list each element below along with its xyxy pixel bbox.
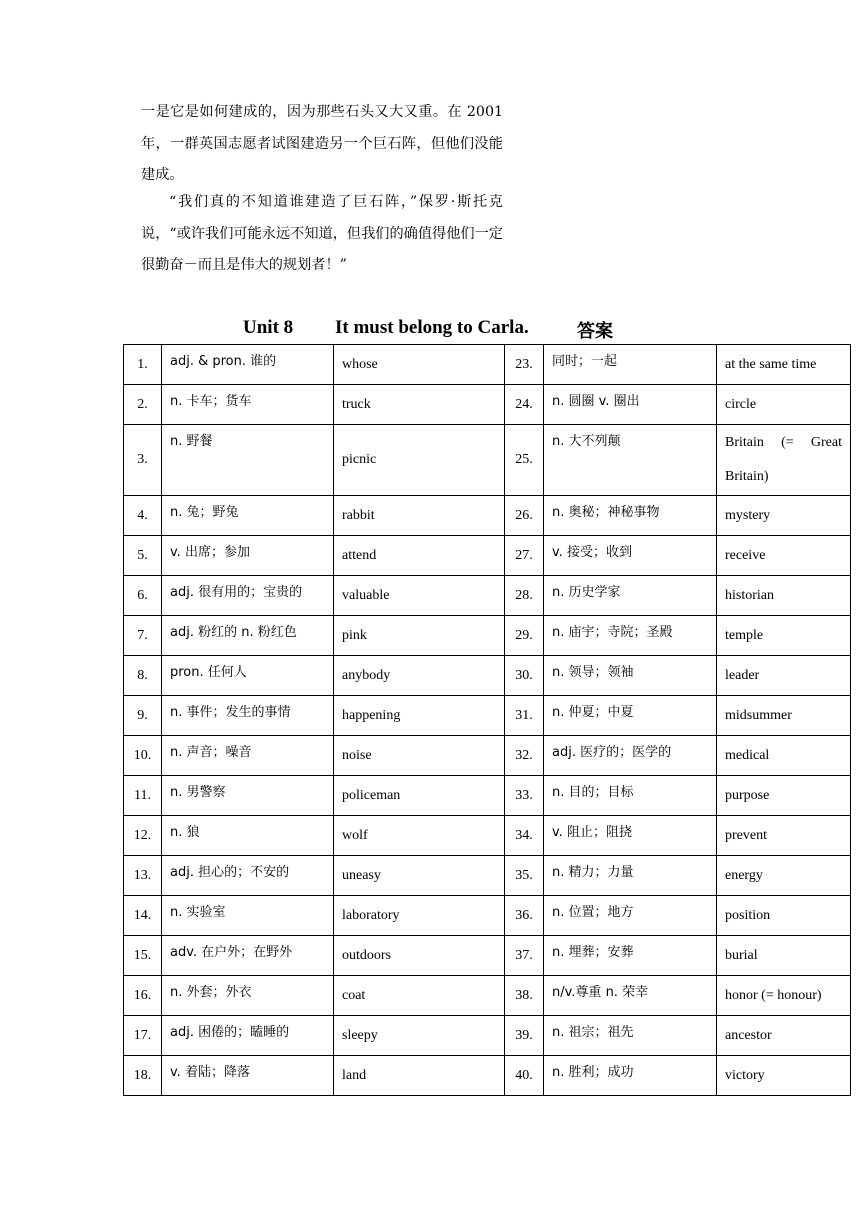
chinese-meaning: adj. 医疗的；医学的 (544, 736, 717, 776)
english-word: wolf (334, 816, 505, 856)
english-word: valuable (334, 576, 505, 616)
english-word: noise (334, 736, 505, 776)
english-word: uneasy (334, 856, 505, 896)
unit-number: Unit 8 (243, 317, 294, 338)
chinese-meaning: n/v.尊重 n. 荣幸 (544, 976, 717, 1016)
table-row (124, 816, 851, 856)
chinese-meaning: n. 男警察 (162, 776, 334, 816)
chinese-meaning: n. 实验室 (162, 896, 334, 936)
english-word: attend (334, 536, 505, 576)
english-word: leader (717, 656, 851, 696)
table-row (124, 936, 851, 976)
item-number: 24. (505, 385, 544, 425)
item-number: 16. (124, 976, 162, 1016)
item-number: 8. (124, 656, 162, 696)
english-word: midsummer (717, 696, 851, 736)
english-word: at the same time (717, 345, 851, 385)
item-number: 39. (505, 1016, 544, 1056)
table-row (124, 345, 851, 385)
item-number: 27. (505, 536, 544, 576)
chinese-meaning: 同时；一起 (544, 345, 717, 385)
english-word: medical (717, 736, 851, 776)
chinese-meaning: n. 野餐 (162, 425, 334, 496)
table-row (124, 1016, 851, 1056)
item-number: 5. (124, 536, 162, 576)
chinese-meaning: n. 目的；目标 (544, 776, 717, 816)
item-number: 38. (505, 976, 544, 1016)
english-word: policeman (334, 776, 505, 816)
item-number: 18. (124, 1056, 162, 1096)
english-word: anybody (334, 656, 505, 696)
chinese-meaning: adv. 在户外；在野外 (162, 936, 334, 976)
english-word: Britain (= Great Britain) (717, 425, 851, 496)
table-row (124, 976, 851, 1016)
item-number: 2. (124, 385, 162, 425)
item-number: 17. (124, 1016, 162, 1056)
chinese-meaning: pron. 任何人 (162, 656, 334, 696)
english-word: rabbit (334, 496, 505, 536)
table-row (124, 776, 851, 816)
english-word: laboratory (334, 896, 505, 936)
english-word: historian (717, 576, 851, 616)
english-word: burial (717, 936, 851, 976)
item-number: 25. (505, 425, 544, 496)
chinese-meaning: v. 出席；参加 (162, 536, 334, 576)
item-number: 26. (505, 496, 544, 536)
chinese-meaning: n. 事件；发生的事情 (162, 696, 334, 736)
table-row (124, 856, 851, 896)
chinese-meaning: n. 卡车；货车 (162, 385, 334, 425)
item-number: 37. (505, 936, 544, 976)
item-number: 9. (124, 696, 162, 736)
item-number: 31. (505, 696, 544, 736)
table-row (124, 576, 851, 616)
english-word: outdoors (334, 936, 505, 976)
chinese-meaning: n. 外套；外衣 (162, 976, 334, 1016)
item-number: 15. (124, 936, 162, 976)
item-number: 13. (124, 856, 162, 896)
english-word: honor (= honour) (717, 976, 851, 1016)
table-row (124, 736, 851, 776)
chinese-meaning: adj. 担心的；不安的 (162, 856, 334, 896)
item-number: 36. (505, 896, 544, 936)
table-row (124, 896, 851, 936)
item-number: 34. (505, 816, 544, 856)
table-row (124, 656, 851, 696)
english-word: happening (334, 696, 505, 736)
english-word: receive (717, 536, 851, 576)
english-word: sleepy (334, 1016, 505, 1056)
english-word: purpose (717, 776, 851, 816)
english-word: prevent (717, 816, 851, 856)
table-row (124, 496, 851, 536)
chinese-meaning: adj. & pron. 谁的 (162, 345, 334, 385)
chinese-meaning: v. 接受；收到 (544, 536, 717, 576)
table-row (124, 385, 851, 425)
table-row (124, 1056, 851, 1096)
chinese-meaning: n. 埋葬；安葬 (544, 936, 717, 976)
chinese-meaning: n. 声音；噪音 (162, 736, 334, 776)
chinese-meaning: adj. 粉红的 n. 粉红色 (162, 616, 334, 656)
chinese-meaning: n. 祖宗；祖先 (544, 1016, 717, 1056)
item-number: 32. (505, 736, 544, 776)
table-row (124, 616, 851, 656)
table-row (124, 696, 851, 736)
item-number: 6. (124, 576, 162, 616)
english-word: picnic (334, 425, 505, 496)
table-row (124, 425, 851, 496)
english-word: temple (717, 616, 851, 656)
item-number: 14. (124, 896, 162, 936)
chinese-meaning: n. 仲夏；中夏 (544, 696, 717, 736)
english-word: mystery (717, 496, 851, 536)
english-word: pink (334, 616, 505, 656)
chinese-meaning: n. 圆圈 v. 圈出 (544, 385, 717, 425)
english-word: whose (334, 345, 505, 385)
chinese-meaning: n. 大不列颠 (544, 425, 717, 496)
english-word: energy (717, 856, 851, 896)
english-word: truck (334, 385, 505, 425)
item-number: 23. (505, 345, 544, 385)
chinese-meaning: n. 位置；地方 (544, 896, 717, 936)
answer-label: 答案 (577, 321, 613, 342)
item-number: 30. (505, 656, 544, 696)
chinese-meaning: adj. 很有用的；宝贵的 (162, 576, 334, 616)
item-number: 35. (505, 856, 544, 896)
item-number: 3. (124, 425, 162, 496)
item-number: 29. (505, 616, 544, 656)
item-number: 40. (505, 1056, 544, 1096)
english-word: position (717, 896, 851, 936)
english-word: coat (334, 976, 505, 1016)
item-number: 4. (124, 496, 162, 536)
unit-title (0, 317, 860, 345)
vocabulary-table-body (124, 345, 851, 1096)
item-number: 33. (505, 776, 544, 816)
english-word: victory (717, 1056, 851, 1096)
chinese-meaning: n. 精力；力量 (544, 856, 717, 896)
chinese-meaning: n. 领导；领袖 (544, 656, 717, 696)
table-row (124, 536, 851, 576)
chinese-meaning: n. 奥秘；神秘事物 (544, 496, 717, 536)
item-number: 11. (124, 776, 162, 816)
vocabulary-table (123, 344, 851, 1096)
english-word: land (334, 1056, 505, 1096)
english-word: ancestor (717, 1016, 851, 1056)
chinese-meaning: n. 兔；野兔 (162, 496, 334, 536)
passage-paragraph-1: 一是它是如何建成的，因为那些石头又大又重。在 2001 年，一群英国志愿者试图建造另一个巨石阵，但他们没能建成。 (141, 104, 503, 184)
item-number: 10. (124, 736, 162, 776)
item-number: 7. (124, 616, 162, 656)
chinese-meaning: adj. 困倦的；瞌睡的 (162, 1016, 334, 1056)
chinese-meaning: n. 历史学家 (544, 576, 717, 616)
item-number: 28. (505, 576, 544, 616)
english-word: circle (717, 385, 851, 425)
item-number: 1. (124, 345, 162, 385)
chinese-meaning: n. 狼 (162, 816, 334, 856)
item-number: 12. (124, 816, 162, 856)
passage-paragraph-2: “我们真的不知道谁建造了巨石阵，”保罗·斯托克说，“或许我们可能永远不知道，但我们的确值得他们一定很勤奋－而且是伟大的规划者！” (141, 194, 503, 274)
chinese-meaning: n. 胜利；成功 (544, 1056, 717, 1096)
chinese-meaning: n. 庙宇；寺院；圣殿 (544, 616, 717, 656)
chinese-meaning: v. 着陆；降落 (162, 1056, 334, 1096)
unit-name: It must belong to Carla. (335, 317, 529, 338)
chinese-meaning: v. 阻止；阻挠 (544, 816, 717, 856)
